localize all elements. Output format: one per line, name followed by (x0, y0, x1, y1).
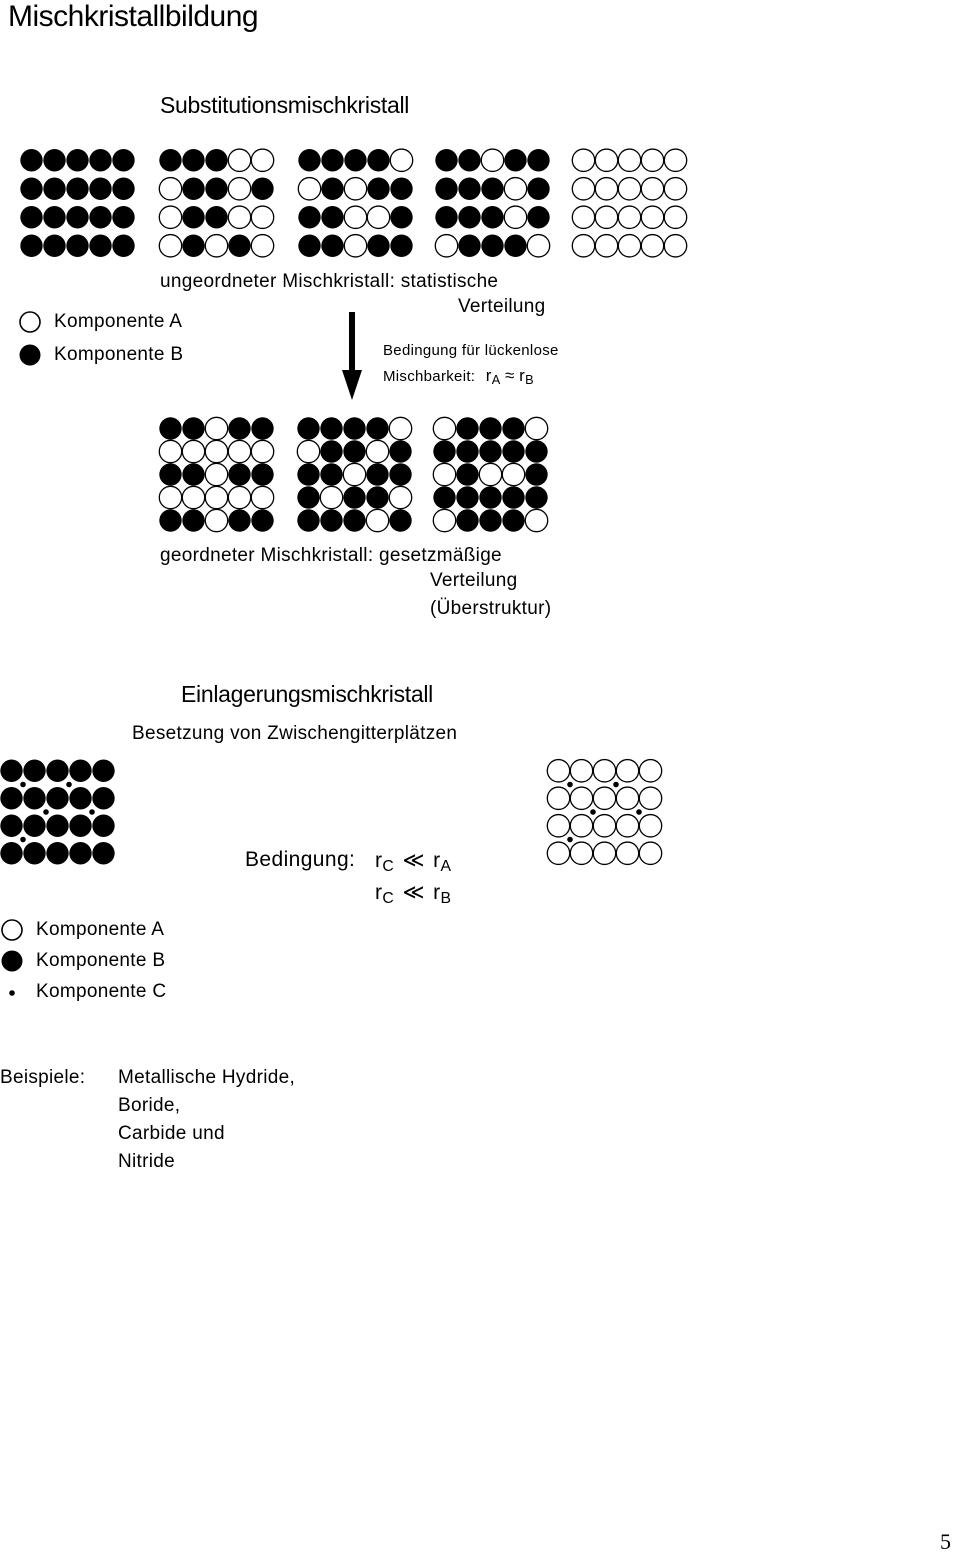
atom-c (66, 781, 72, 787)
atom-a (205, 440, 227, 462)
atom-a (570, 815, 592, 837)
atom-b (89, 235, 111, 257)
atom-b (46, 815, 68, 837)
ordered-label-line2: Verteilung (430, 570, 518, 591)
atom-b (23, 760, 45, 782)
disordered-label-line1: ungeordneter Mischkristall: statistische (160, 271, 499, 292)
atom-a (593, 760, 615, 782)
atom-b (390, 178, 412, 200)
atom-b (481, 178, 503, 200)
atom-a (570, 787, 592, 809)
atom-a (547, 815, 569, 837)
atom-a (639, 787, 661, 809)
atom-c (613, 781, 619, 787)
atom-c (590, 809, 596, 815)
page-title: Mischkristallbildung (8, 0, 259, 33)
atom-b (343, 486, 365, 508)
atom-b (43, 149, 65, 171)
atom-b (389, 509, 411, 531)
atom-a (595, 235, 617, 257)
atom-b (112, 149, 134, 171)
atom-a (159, 440, 181, 462)
atom-a (433, 417, 455, 439)
atom-a (344, 206, 366, 228)
examples-item: Nitride (118, 1151, 176, 1172)
atom-b (458, 206, 480, 228)
legend-label: Komponente A (36, 919, 165, 940)
atom-b (390, 235, 412, 257)
atom-a (595, 149, 617, 171)
random-grid-3 (298, 146, 413, 260)
atom-b (66, 149, 88, 171)
atom-b (366, 486, 388, 508)
atom-a (389, 417, 411, 439)
atom-b (344, 149, 366, 171)
atom-b (320, 463, 342, 485)
atom-a (182, 440, 204, 462)
legend-item-b (18, 343, 183, 367)
atom-b (112, 206, 134, 228)
atom-a (570, 842, 592, 864)
atom-b (367, 235, 389, 257)
atom-c (567, 836, 573, 842)
atom-a (367, 206, 389, 228)
atom-b (320, 417, 342, 439)
atom-b (320, 440, 342, 462)
atom-b (0, 842, 22, 864)
atom-b (159, 509, 181, 531)
atom-a (639, 842, 661, 864)
random-grid-1 (20, 146, 135, 260)
atom-a (639, 760, 661, 782)
atom-b (320, 509, 342, 531)
atom-a (572, 206, 594, 228)
atom-b (525, 486, 547, 508)
atom-a (228, 149, 250, 171)
atom-c (89, 809, 95, 815)
atom-b (321, 235, 343, 257)
atom-b (251, 509, 273, 531)
atom-a (616, 760, 638, 782)
atom-b (298, 149, 320, 171)
atom-b (389, 463, 411, 485)
atom-b (66, 178, 88, 200)
random-grid-2 (159, 146, 274, 260)
legend-item-a (18, 310, 182, 334)
atom-a (595, 178, 617, 200)
atom-b (23, 787, 45, 809)
atom-b (66, 206, 88, 228)
atom-c (636, 809, 642, 815)
atom-a (641, 149, 663, 171)
atom-a (390, 149, 412, 171)
atom-b (228, 509, 250, 531)
atom-a (664, 235, 686, 257)
atom-b (69, 815, 91, 837)
atom-b (502, 440, 524, 462)
disordered-label-line2: Verteilung (458, 296, 546, 317)
atom-b (159, 149, 181, 171)
empty-circle-icon (18, 310, 42, 334)
atom-b (502, 509, 524, 531)
condition-line2: Mischbarkeit: rA ≈ rB (383, 366, 534, 388)
filled-circle-icon (0, 949, 24, 973)
atom-b (525, 440, 547, 462)
atom-a (159, 178, 181, 200)
atom-a (527, 235, 549, 257)
atom-b (23, 815, 45, 837)
atom-a (297, 440, 319, 462)
empty-circle-icon (0, 918, 24, 942)
atom-b (20, 235, 42, 257)
interstitial-heading: Einlagerungsmischkristall (181, 681, 433, 707)
atom-b (69, 842, 91, 864)
atom-a (481, 149, 503, 171)
atom-a (618, 149, 640, 171)
atom-b (228, 235, 250, 257)
filled-circle-icon (18, 343, 42, 367)
atom-b (112, 178, 134, 200)
atom-b (297, 463, 319, 485)
atom-b (456, 509, 478, 531)
atom-b (46, 842, 68, 864)
atom-b (251, 463, 273, 485)
atom-b (43, 206, 65, 228)
atom-b (205, 178, 227, 200)
atom-b (92, 760, 114, 782)
atom-c (20, 781, 26, 787)
atom-a (205, 486, 227, 508)
legend-item-c (0, 980, 166, 1004)
atom-a (251, 149, 273, 171)
atom-b (433, 440, 455, 462)
atom-a (205, 235, 227, 257)
atom-a (570, 760, 592, 782)
atom-b (298, 206, 320, 228)
ordered-grid-2 (297, 417, 412, 532)
atom-b (20, 149, 42, 171)
atom-c (43, 809, 49, 815)
atom-a (205, 509, 227, 531)
atom-b (89, 206, 111, 228)
atom-b (479, 486, 501, 508)
atom-b (527, 178, 549, 200)
radius-b: rB (519, 366, 534, 388)
atom-b (205, 149, 227, 171)
atom-b (435, 178, 457, 200)
atom-a (182, 486, 204, 508)
atom-b (112, 235, 134, 257)
random-grid-4 (435, 146, 550, 260)
atom-b (0, 787, 22, 809)
atom-a (618, 178, 640, 200)
atom-c (567, 781, 573, 787)
atom-c (20, 836, 26, 842)
atom-b (435, 149, 457, 171)
condition-line1: Bedingung für lückenlose (383, 342, 559, 359)
atom-a (593, 842, 615, 864)
atom-a (618, 206, 640, 228)
atom-b (502, 417, 524, 439)
atom-a (159, 235, 181, 257)
atom-b (251, 417, 273, 439)
atom-b (182, 463, 204, 485)
ordered-grid-1 (159, 417, 274, 532)
atom-b (527, 149, 549, 171)
atom-b (46, 787, 68, 809)
atom-b (205, 206, 227, 228)
interstitial-condition-row2: rC ≪ rB (375, 881, 452, 907)
atom-b (435, 206, 457, 228)
interstitial-grid-right (547, 757, 662, 867)
approx-sign: ≈ (504, 366, 515, 385)
atom-b (66, 235, 88, 257)
examples-label: Beispiele: (0, 1067, 86, 1088)
atom-a (228, 486, 250, 508)
atom-a (616, 815, 638, 837)
atom-b (89, 178, 111, 200)
atom-a (664, 206, 686, 228)
atom-b (321, 178, 343, 200)
atom-a (344, 178, 366, 200)
radius-a: rA (485, 366, 501, 388)
atom-b (43, 235, 65, 257)
atom-b (343, 440, 365, 462)
ordered-grid-3 (433, 417, 548, 532)
atom-a (435, 235, 457, 257)
atom-b (182, 417, 204, 439)
atom-a (593, 787, 615, 809)
atom-a (641, 178, 663, 200)
atom-a (504, 206, 526, 228)
atom-b (367, 178, 389, 200)
atom-b (297, 417, 319, 439)
atom-a (479, 463, 501, 485)
atom-b (366, 463, 388, 485)
atom-b (182, 509, 204, 531)
atom-a (572, 178, 594, 200)
atom-b (456, 440, 478, 462)
atom-a (159, 206, 181, 228)
atom-a (251, 235, 273, 257)
atom-b (20, 206, 42, 228)
examples-item: Metallische Hydride, (118, 1067, 296, 1088)
atom-b (456, 486, 478, 508)
random-grid-5 (572, 146, 687, 260)
atom-a (228, 206, 250, 228)
atom-b (479, 509, 501, 531)
atom-a (502, 463, 524, 485)
atom-b (69, 760, 91, 782)
legend-label: Komponente B (36, 950, 166, 971)
page-number: 5 (940, 1529, 951, 1554)
atom-b (389, 440, 411, 462)
atom-a (525, 509, 547, 531)
atom-a (547, 787, 569, 809)
atom-b (367, 149, 389, 171)
atom-a (228, 178, 250, 200)
atom-a (298, 178, 320, 200)
atom-a (159, 486, 181, 508)
atom-a (572, 235, 594, 257)
atom-a (664, 178, 686, 200)
atom-b (46, 760, 68, 782)
atom-b (0, 760, 22, 782)
atom-b (321, 149, 343, 171)
atom-a (641, 206, 663, 228)
substitution-heading: Substitutionsmischkristall (160, 92, 410, 118)
atom-b (343, 417, 365, 439)
atom-b (298, 235, 320, 257)
atom-b (458, 178, 480, 200)
atom-a (504, 178, 526, 200)
atom-a (251, 486, 273, 508)
examples-item: Carbide und (118, 1123, 225, 1144)
atom-b (0, 815, 22, 837)
atom-a (366, 509, 388, 531)
atom-b (20, 178, 42, 200)
atom-a (389, 486, 411, 508)
atom-b (456, 463, 478, 485)
atom-a (595, 206, 617, 228)
ordered-label-line3: (Überstruktur) (430, 598, 552, 619)
atom-b (159, 463, 181, 485)
atom-b (92, 842, 114, 864)
atom-b (228, 463, 250, 485)
atom-b (481, 206, 503, 228)
atom-b (182, 149, 204, 171)
atom-b (479, 440, 501, 462)
down-arrow-icon (340, 312, 364, 402)
atom-a (344, 235, 366, 257)
atom-a (616, 842, 638, 864)
atom-b (89, 149, 111, 171)
atom-b (92, 815, 114, 837)
atom-b (182, 178, 204, 200)
atom-a (547, 760, 569, 782)
atom-a (205, 463, 227, 485)
interstitial-subheading: Besetzung von Zwischengitterplätzen (132, 723, 458, 744)
atom-b (458, 149, 480, 171)
interstitial-condition-label: Bedingung: (245, 848, 356, 871)
atom-a (343, 463, 365, 485)
atom-b (251, 178, 273, 200)
ordered-label-line1: geordneter Mischkristall: gesetzmäßige (160, 545, 502, 566)
atom-b (390, 206, 412, 228)
atom-a (572, 149, 594, 171)
atom-a (205, 417, 227, 439)
atom-b (23, 842, 45, 864)
interstitial-grid-left (0, 757, 115, 867)
dot-icon (0, 980, 24, 1004)
atom-b (69, 787, 91, 809)
atom-a (618, 235, 640, 257)
atom-a (251, 206, 273, 228)
atom-a (641, 235, 663, 257)
atom-b (504, 235, 526, 257)
atom-b (92, 787, 114, 809)
atom-a (433, 463, 455, 485)
atom-b (481, 235, 503, 257)
atom-a (366, 440, 388, 462)
atom-a (251, 440, 273, 462)
atom-b (479, 417, 501, 439)
atom-b (182, 235, 204, 257)
atom-b (433, 486, 455, 508)
atom-b (343, 509, 365, 531)
atom-a (228, 440, 250, 462)
interstitial-condition-row1: rC ≪ rA (375, 849, 452, 875)
legend-label: Komponente C (36, 981, 167, 1002)
examples-item: Boride, (118, 1095, 181, 1116)
legend-item-a (0, 918, 164, 942)
atom-b (297, 509, 319, 531)
atom-b (456, 417, 478, 439)
atom-a (525, 417, 547, 439)
atom-b (43, 178, 65, 200)
atom-b (321, 206, 343, 228)
atom-b (504, 149, 526, 171)
atom-b (527, 206, 549, 228)
atom-b (525, 463, 547, 485)
legend-label: Komponente A (54, 311, 183, 332)
atom-a (639, 815, 661, 837)
atom-a (664, 149, 686, 171)
atom-a (433, 509, 455, 531)
atom-b (502, 486, 524, 508)
atom-b (458, 235, 480, 257)
atom-a (616, 787, 638, 809)
legend-label: Komponente B (54, 344, 184, 365)
atom-a (320, 486, 342, 508)
atom-a (593, 815, 615, 837)
atom-b (366, 417, 388, 439)
atom-a (547, 842, 569, 864)
legend-item-b (0, 949, 165, 973)
atom-b (297, 486, 319, 508)
atom-b (228, 417, 250, 439)
atom-b (159, 417, 181, 439)
atom-b (182, 206, 204, 228)
